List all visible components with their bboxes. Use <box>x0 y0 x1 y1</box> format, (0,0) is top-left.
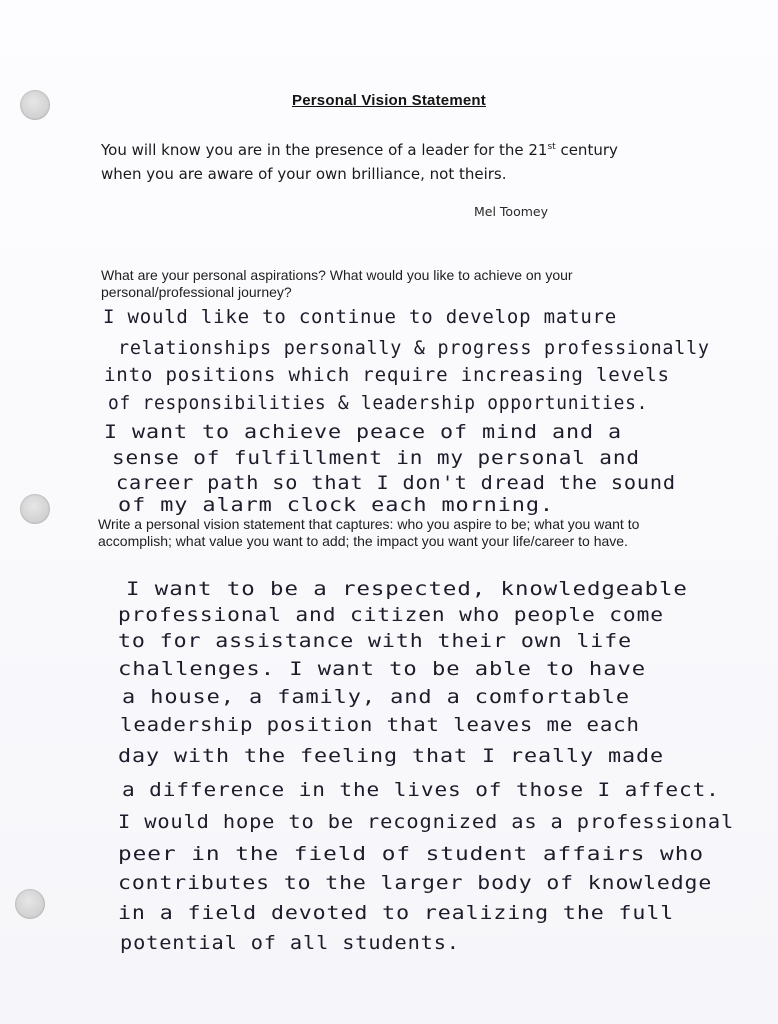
answer1-line: I would like to continue to develop mature <box>103 306 618 328</box>
answer1-line: into positions which require increasing levels <box>104 364 670 386</box>
answer2-line: challenges. I want to be able to have <box>118 658 647 680</box>
quote-author: Mel Toomey <box>474 204 548 219</box>
answer2-line: to for assistance with their own life <box>118 630 632 652</box>
answer2-line: leadership position that leaves me each <box>120 714 640 736</box>
answer2-line: I want to be a respected, knowledgeable <box>126 578 688 600</box>
quote-line-1-end: century <box>555 141 618 159</box>
question-aspirations: What are your personal aspirations? What would you like to achieve on your personal/professional journey? <box>101 267 573 300</box>
quote-line-1 <box>101 135 701 162</box>
quote-line-2: when you are aware of your own brilliance, not theirs. <box>101 165 507 183</box>
answer2-line: professional and citizen who people come <box>118 604 664 626</box>
answer1-line: of my alarm clock each morning. <box>118 494 554 516</box>
page-title: Personal Vision Statement <box>292 92 486 109</box>
answer1-line: career path so that I don't dread the sound <box>116 472 676 494</box>
quote <box>101 135 701 186</box>
answer2-line: peer in the field of student affairs who <box>118 843 705 865</box>
answer1-line: relationships personally & progress professionally <box>118 337 710 359</box>
binder-hole-bottom <box>15 889 45 919</box>
answer2-line: a house, a family, and a comfortable <box>122 686 631 708</box>
answer1-line: sense of fulfillment in my personal and <box>112 447 640 469</box>
answer2-line: I would hope to be recognized as a professional <box>118 811 735 833</box>
answer2-line: potential of all students. <box>120 932 460 954</box>
answer2-line: in a field devoted to realizing the full <box>118 902 675 924</box>
question-vision-statement: Write a personal vision statement that captures: who you aspire to be; what you want to accomplish; what value you want to add; the impact you want your life/career to have. <box>98 516 640 549</box>
answer2-line: a difference in the lives of those I affect. <box>122 779 720 801</box>
binder-hole-middle <box>20 494 50 524</box>
answer1-line: I want to achieve peace of mind and a <box>104 421 623 443</box>
quote-line-1-text: You will know you are in the presence of a leader for the 21 <box>101 141 548 159</box>
quote-line-1-superscript: st <box>547 142 556 152</box>
answer2-line: contributes to the larger body of knowledge <box>118 872 713 894</box>
answer2-line: day with the feeling that I really made <box>118 745 665 767</box>
answer1-line: of responsibilities & leadership opportunities. <box>108 392 649 414</box>
